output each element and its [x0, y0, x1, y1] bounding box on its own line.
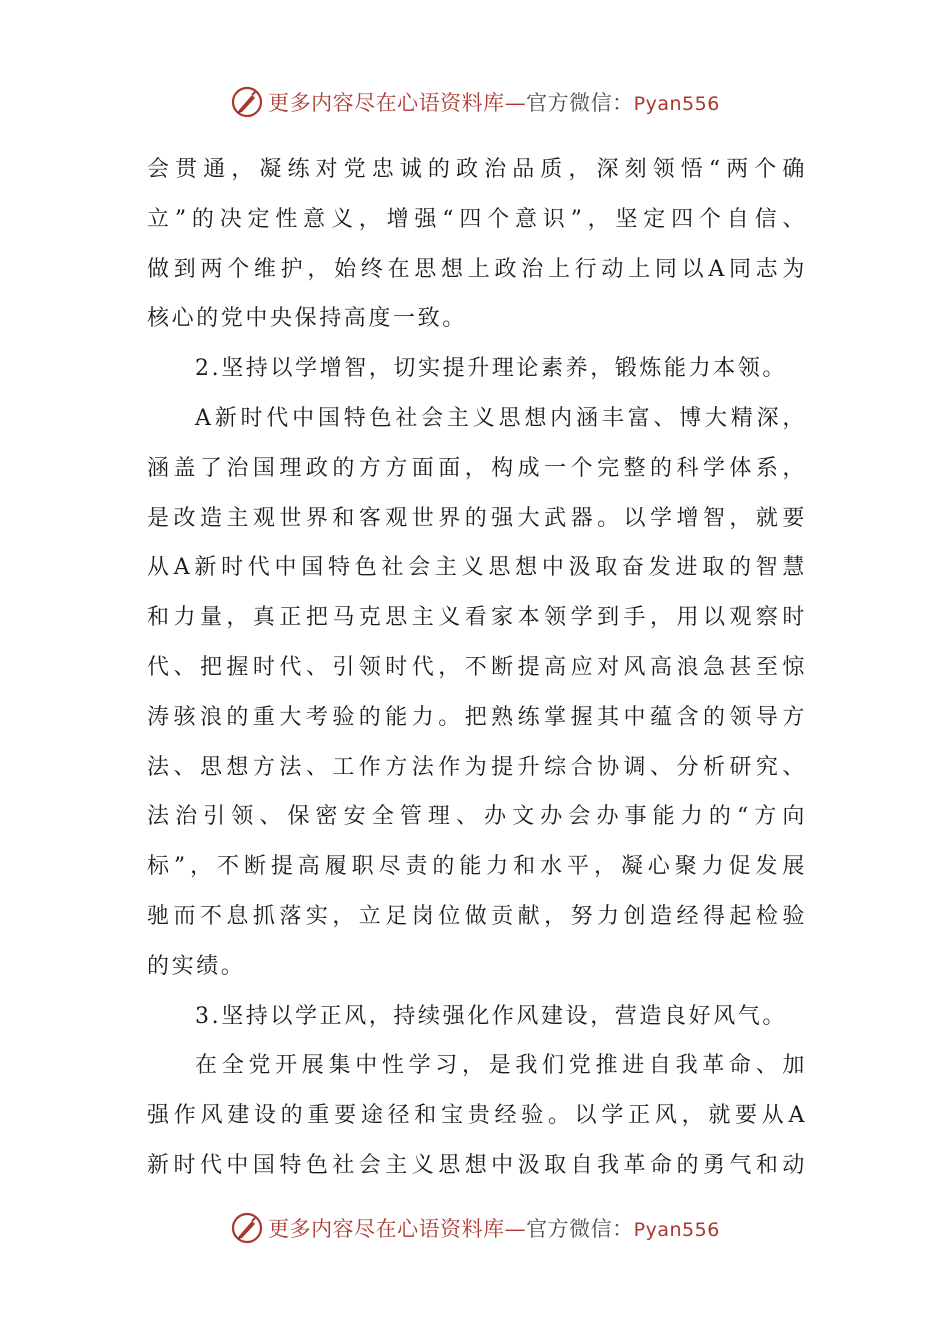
body-line: 法治引领、保密安全管理、办文办会办事能力的“方向 [147, 804, 807, 830]
body-line: 核心的党中央保持高度一致。 [147, 306, 467, 332]
body-line: 从A新时代中国特色社会主义思想中汲取奋发进取的智慧 [147, 555, 807, 581]
body-line: 驰而不息抓落实，立足岗位做贡献，努力创造经得起检验 [147, 903, 807, 929]
section-heading-3: 3.坚持以学正风，持续强化作风建设，营造良好风气。 [195, 1003, 787, 1029]
header-banner [0, 82, 950, 122]
body-line: 法、思想方法、工作方法作为提升综合协调、分析研究、 [147, 754, 807, 780]
banner-site-text: 更多内容尽在心语资料库 [268, 91, 505, 115]
section-heading-2: 2.坚持以学增智，切实提升理论素养，锻炼能力本领。 [195, 356, 787, 382]
banner-wechat-label: 官方微信： [526, 91, 634, 115]
body-line: 的实绩。 [147, 953, 246, 979]
body-line: A新时代中国特色社会主义思想内涵丰富、博大精深， [195, 405, 807, 431]
body-line: 新时代中国特色社会主义思想中汲取自我革命的勇气和动 [147, 1152, 807, 1178]
banner-dash: — [504, 91, 527, 115]
body-line: 立”的决定性意义，增强“四个意识”，坚定四个自信、 [147, 206, 807, 232]
document-body [147, 145, 807, 1191]
pen-logo-icon [230, 1211, 264, 1245]
body-line: 涵盖了治国理政的方方面面，构成一个完整的科学体系， [147, 455, 807, 481]
body-line: 做到两个维护，始终在思想上政治上行动上同以A同志为 [147, 256, 807, 282]
banner-text [268, 1213, 720, 1243]
body-line: 标”，不断提高履职尽责的能力和水平，凝心聚力促发展 [147, 854, 807, 880]
body-line: 是改造主观世界和客观世界的强大武器。以学增智，就要 [147, 505, 807, 531]
banner-dash: — [504, 1217, 527, 1241]
body-line: 会贯通，凝练对党忠诚的政治品质，深刻领悟“两个确 [147, 157, 807, 182]
banner-wechat-id: Pyan556 [633, 93, 720, 115]
body-line: 在全党开展集中性学习，是我们党推进自我革命、加 [195, 1053, 807, 1079]
pen-logo-icon [230, 85, 264, 119]
body-line: 和力量，真正把马克思主义看家本领学到手，用以观察时 [147, 605, 807, 631]
body-line: 代、把握时代、引领时代，不断提高应对风高浪急甚至惊 [147, 654, 807, 680]
footer-banner [0, 1208, 950, 1248]
body-line: 强作风建设的重要途径和宝贵经验。以学正风，就要从A [147, 1103, 807, 1129]
body-line: 涛骇浪的重大考验的能力。把熟练掌握其中蕴含的领导方 [147, 704, 807, 730]
banner-wechat-id: Pyan556 [633, 1219, 720, 1241]
banner-site-text: 更多内容尽在心语资料库 [268, 1217, 505, 1241]
banner-wechat-label: 官方微信： [526, 1217, 634, 1241]
banner-text [268, 87, 720, 117]
